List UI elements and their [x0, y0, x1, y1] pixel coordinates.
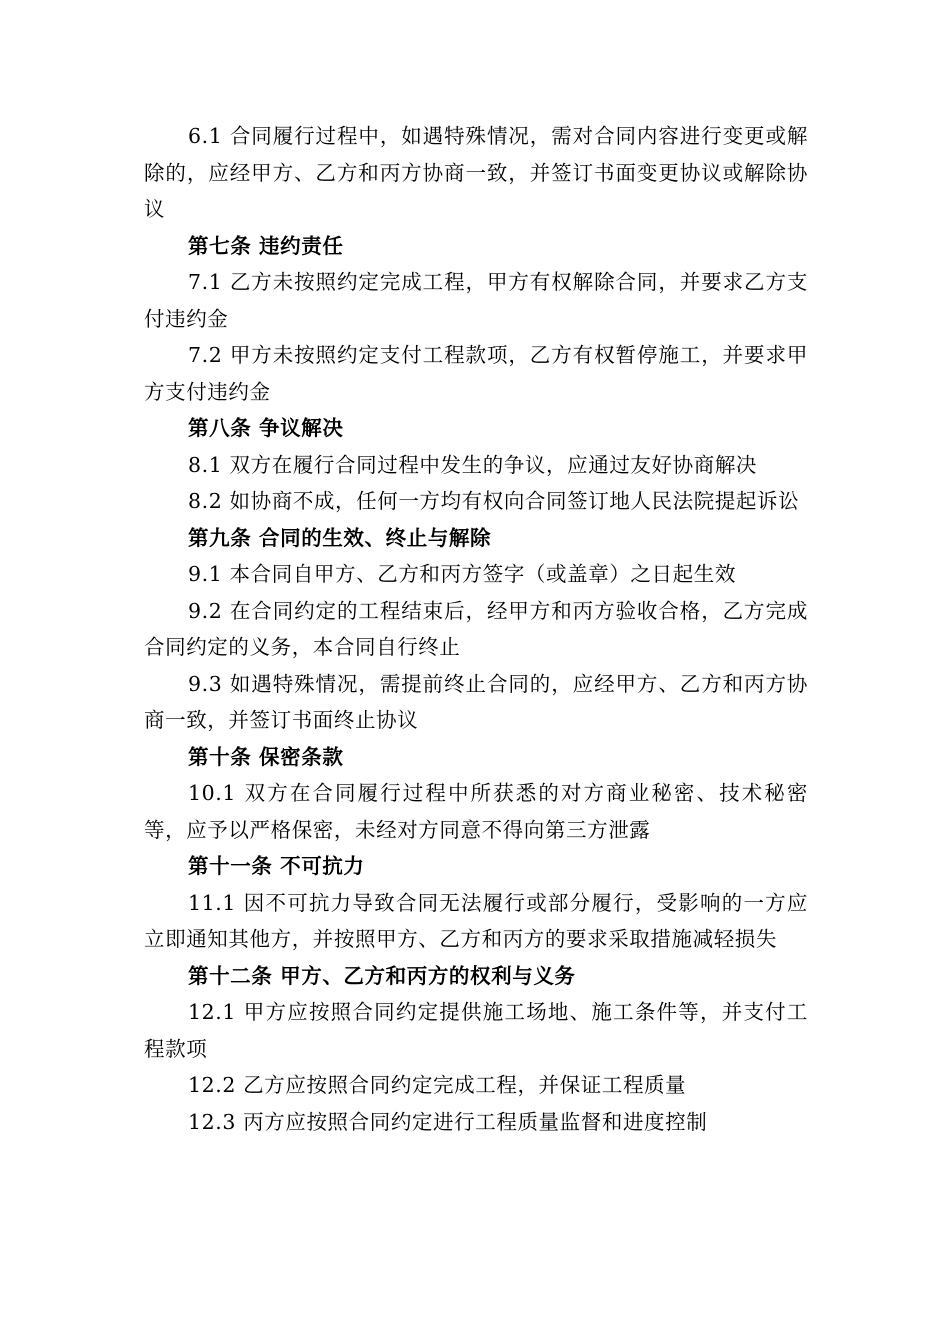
- clause-12-1: 12.1 甲方应按照合同约定提供施工场地、施工条件等，并支付工程款项: [144, 1000, 808, 1061]
- article-9-heading: 第九条 合同的生效、终止与解除: [188, 525, 492, 550]
- clause-9-3: 9.3 如遇特殊情况，需提前终止合同的，应经甲方、乙方和丙方协商一致，并签订书面终止协议: [144, 671, 808, 732]
- article-7-heading: 第七条 违约责任: [188, 233, 344, 258]
- clause-11-1: 11.1 因不可抗力导致合同无法履行或部分履行，受影响的一方应立即通知其他方，并按照甲方、乙方和丙方的要求采取措施减轻损失: [144, 890, 808, 951]
- contract-body: [144, 118, 808, 1140]
- clause-8-1: 8.1 双方在履行合同过程中发生的争议，应通过友好协商解决: [188, 452, 758, 477]
- clause-12-2: 12.2 乙方应按照合同约定完成工程，并保证工程质量: [188, 1073, 687, 1097]
- article-12-heading: 第十二条 甲方、乙方和丙方的权利与义务: [188, 963, 576, 988]
- clause-7-2: 7.2 甲方未按照约定支付工程款项，乙方有权暂停施工，并要求甲方支付违约金: [144, 343, 808, 404]
- article-8-heading: 第八条 争议解决: [188, 416, 344, 440]
- clause-7-1: 7.1 乙方未按照约定完成工程，甲方有权解除合同，并要求乙方支付违约金: [144, 270, 808, 331]
- article-11-heading: 第十一条 不可抗力: [188, 854, 365, 878]
- article-10-heading: 第十条 保密条款: [188, 744, 344, 769]
- clause-9-2: 9.2 在合同约定的工程结束后，经甲方和丙方验收合格，乙方完成合同约定的义务，本合同自行终止: [144, 598, 808, 659]
- clause-12-3: 12.3 丙方应按照合同约定进行工程质量监督和进度控制: [188, 1109, 708, 1134]
- clause-10-1: 10.1 双方在合同履行过程中所获悉的对方商业秘密、技术秘密等，应予以严格保密，未经对方同意不得向第三方泄露: [144, 781, 808, 842]
- clause-6-1: 6.1 合同履行过程中，如遇特殊情况，需对合同内容进行变更或解除的，应经甲方、乙方和丙方协商一致，并签订书面变更协议或解除协议: [144, 124, 808, 221]
- clause-9-1: 9.1 本合同自甲方、乙方和丙方签字（或盖章）之日起生效: [188, 562, 736, 586]
- clause-8-2: 8.2 如协商不成，任何一方均有权向合同签订地人民法院提起诉讼: [188, 489, 800, 513]
